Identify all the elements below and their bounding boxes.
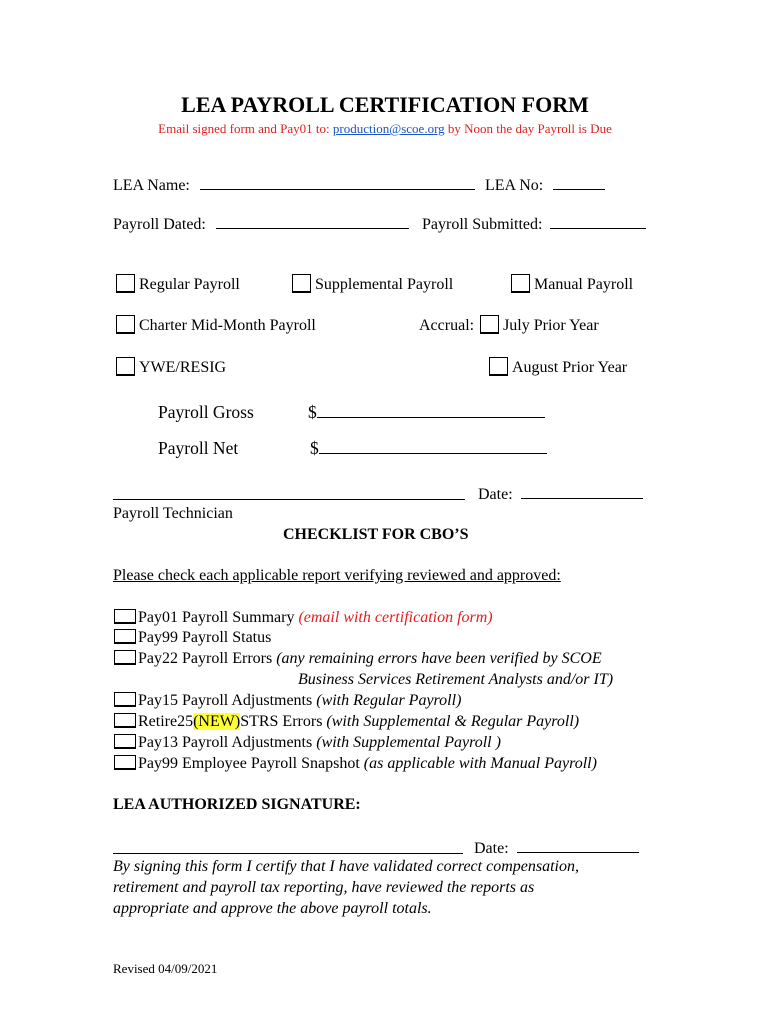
checklist-item-text: Retire25 — [138, 713, 194, 730]
checklist-item-note: (any remaining errors have been verified by SCOE — [276, 650, 602, 667]
july-prior-year-checkbox[interactable] — [480, 315, 499, 334]
checklist-item-pay99-snapshot[interactable] — [114, 755, 597, 773]
checklist-checkbox[interactable] — [114, 629, 136, 644]
new-highlight-badge: (NEW) — [193, 713, 241, 730]
checklist-item-text-b: STRS Errors — [240, 713, 323, 730]
checklist-checkbox[interactable] — [114, 650, 136, 665]
supplemental-payroll-checkbox[interactable] — [292, 274, 311, 293]
supplemental-payroll-label: Supplemental Payroll — [315, 276, 454, 293]
checklist-item-text: Pay22 Payroll Errors — [138, 650, 273, 667]
checklist-item-text: Pay01 Payroll Summary — [138, 609, 295, 626]
signature-date-label: Date: — [474, 840, 509, 857]
charter-payroll-checkbox[interactable] — [116, 315, 135, 334]
payroll-net-label: Payroll Net — [158, 438, 239, 458]
checklist-item-pay22[interactable] — [114, 650, 602, 668]
checklist-item-note: (as applicable with Manual Payroll) — [363, 755, 597, 772]
july-prior-year-label: July Prior Year — [503, 317, 599, 334]
checklist-item-text: Pay99 Payroll Status — [138, 629, 272, 646]
form-title: LEA PAYROLL CERTIFICATION FORM — [181, 92, 589, 117]
payroll-dated-label: Payroll Dated: — [113, 216, 206, 233]
manual-payroll-option[interactable] — [511, 274, 633, 294]
payroll-dated-blank[interactable] — [216, 214, 409, 229]
checklist-item-note: (with Supplemental Payroll ) — [316, 734, 501, 751]
checklist-item-text: Pay15 Payroll Adjustments — [138, 692, 313, 709]
regular-payroll-label: Regular Payroll — [139, 276, 240, 293]
checklist-checkbox[interactable] — [114, 755, 136, 770]
checklist-item-pay13[interactable] — [114, 734, 501, 752]
ywe-resig-label: YWE/RESIG — [139, 359, 227, 376]
lea-no-label: LEA No: — [485, 177, 544, 194]
accrual-group — [419, 315, 599, 335]
checklist-item-text: Pay13 Payroll Adjustments — [138, 734, 313, 751]
accrual-label: Accrual: — [419, 317, 475, 334]
payroll-gross-blank[interactable] — [317, 403, 545, 418]
payroll-submitted-label: Payroll Submitted: — [422, 216, 543, 233]
checklist-checkbox[interactable] — [114, 713, 136, 728]
payroll-net-blank[interactable] — [319, 439, 547, 454]
charter-payroll-label: Charter Mid-Month Payroll — [139, 317, 316, 334]
lea-name-field — [113, 175, 475, 195]
manual-payroll-label: Manual Payroll — [534, 276, 634, 293]
instructions-prefix: Email signed form and Pay01 to: — [158, 121, 330, 136]
checklist-item-retire25[interactable] — [114, 713, 579, 731]
lea-name-label: LEA Name: — [113, 177, 190, 194]
payroll-gross-label: Payroll Gross — [158, 402, 254, 422]
checklist-item-note: (with Regular Payroll) — [316, 692, 462, 709]
checklist-item-text: Pay99 Employee Payroll Snapshot — [138, 755, 360, 772]
payroll-submitted-blank[interactable] — [550, 214, 646, 229]
email-link[interactable]: production@scoe.org — [332, 121, 445, 136]
checklist-item-note: (with Supplemental & Regular Payroll) — [326, 713, 580, 730]
certification-line-3: appropriate and approve the above payroll totals. — [113, 900, 432, 917]
authorized-signature-heading: LEA AUTHORIZED SIGNATURE: — [113, 796, 361, 813]
revision-date: Revised 04/09/2021 — [113, 961, 218, 976]
checklist-checkbox[interactable] — [114, 609, 136, 624]
ywe-resig-checkbox[interactable] — [116, 357, 135, 376]
payroll-net-field — [310, 438, 547, 459]
instructions-suffix: by Noon the day Payroll is Due — [447, 121, 612, 136]
signature-date-field — [474, 838, 639, 858]
ywe-resig-option[interactable] — [116, 357, 226, 377]
payroll-gross-dollar: $ — [308, 402, 317, 422]
august-prior-year-checkbox[interactable] — [489, 357, 508, 376]
checklist-checkbox[interactable] — [114, 734, 136, 749]
checklist-item-note: (email with certification form) — [298, 609, 493, 626]
payroll-net-dollar: $ — [310, 438, 319, 458]
lea-no-field — [485, 175, 605, 195]
checklist-checkbox[interactable] — [114, 692, 136, 707]
lea-name-blank[interactable] — [200, 175, 475, 190]
august-prior-year-label: August Prior Year — [512, 359, 628, 376]
checklist-item-pay99-status[interactable] — [114, 629, 271, 647]
lea-no-blank[interactable] — [553, 175, 605, 190]
charter-payroll-option[interactable] — [116, 315, 316, 335]
certification-line-1: By signing this form I certify that I have validated correct compensation, — [113, 858, 579, 875]
authorized-signature-line[interactable] — [113, 853, 463, 854]
payroll-submitted-field — [422, 214, 646, 234]
checklist-item-pay01[interactable] — [114, 609, 493, 627]
signature-date-blank[interactable] — [517, 838, 639, 853]
technician-signature-line[interactable] — [113, 499, 465, 500]
payroll-dated-field — [113, 214, 409, 234]
technician-date-label: Date: — [478, 486, 513, 503]
regular-payroll-option[interactable] — [116, 274, 240, 294]
checklist-heading: CHECKLIST FOR CBO’S — [283, 526, 469, 543]
regular-payroll-checkbox[interactable] — [116, 274, 135, 293]
checklist-instruction: Please check each applicable report verifying reviewed and approved: — [113, 567, 561, 584]
august-prior-year-option[interactable] — [489, 357, 627, 377]
supplemental-payroll-option[interactable] — [292, 274, 453, 294]
checklist-item-note-continued: Business Services Retirement Analysts and/or IT) — [298, 671, 614, 688]
form-instructions — [0, 121, 770, 137]
payroll-gross-field — [308, 402, 545, 423]
certification-line-2: retirement and payroll tax reporting, have reviewed the reports as — [113, 879, 535, 896]
technician-date-field — [478, 484, 643, 504]
manual-payroll-checkbox[interactable] — [511, 274, 530, 293]
technician-date-blank[interactable] — [521, 484, 643, 499]
checklist-item-pay15[interactable] — [114, 692, 461, 710]
payroll-technician-label: Payroll Technician — [113, 505, 233, 522]
